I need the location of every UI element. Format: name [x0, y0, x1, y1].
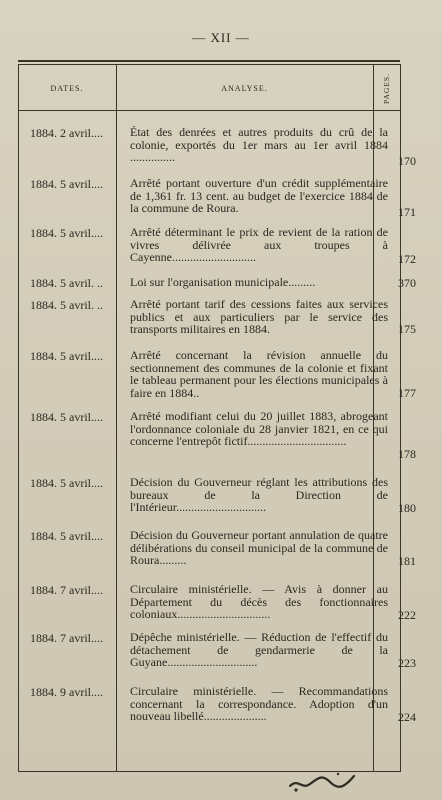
header-dates — [18, 66, 116, 110]
row-analysis: Arrêté portant tarif des cessions faites aux services publics et aux particuliers par le service des transports militaires en 1884. — [130, 297, 388, 336]
row-page: 177 — [398, 386, 416, 400]
row-page: 180 — [398, 501, 416, 515]
table-left-border — [18, 64, 19, 772]
row-analysis: Décision du Gouverneur portant annulation de quatre délibérations du conseil municipal de la commune de Roura......... — [130, 528, 388, 567]
header-pages — [373, 66, 400, 110]
row-page: 178 — [398, 447, 416, 461]
row-page: 370 — [398, 276, 416, 290]
row-page: 222 — [398, 608, 416, 622]
row-page: 170 — [398, 154, 416, 168]
row-analysis: État des denrées et autres produits du crû de la colonie, exportés du 1er mars au 1er avril 1884 ............... — [130, 125, 388, 164]
row-page: 223 — [398, 656, 416, 670]
index-table — [18, 60, 416, 772]
row-date: 1884. 5 avril.... — [30, 529, 103, 543]
row-date: 1884. 2 avril.... — [30, 126, 103, 140]
row-analysis: Circulaire ministérielle. — Avis à donner au Département du décès des fonctionnaires coloniaux............................... — [130, 582, 388, 621]
row-date: 1884. 5 avril.... — [30, 226, 103, 240]
row-date: 1884. 9 avril.... — [30, 685, 103, 699]
table-top-rule — [18, 60, 400, 62]
row-date: 1884. 7 avril.... — [30, 631, 103, 645]
page-folio: — XII — — [192, 30, 250, 45]
row-analysis: Arrêté concernant la révision annuelle du sectionnement des communes de la colonie et fixant le tableau permanent pour les élections municipales à faire en 1884.. — [130, 348, 388, 400]
header-analyse-label: ANALYSE. — [221, 83, 268, 93]
row-date: 1884. 5 avril.... — [30, 410, 103, 424]
row-analysis: Dépêche ministérielle. — Réduction de l'effectif du détachement de gendarmerie de la Guyane.............................. — [130, 630, 388, 669]
row-date: 1884. 5 avril.... — [30, 349, 103, 363]
table-top-rule-inner — [18, 64, 400, 65]
header-dates-label: DATES. — [50, 83, 84, 93]
row-date: 1884. 5 avril. .. — [30, 276, 103, 290]
row-analysis: Loi sur l'organisation municipale......... — [130, 275, 316, 289]
row-analysis: Arrêté déterminant le prix de revient de la ration de vivres délivrée aux troupes à Cayenne............................ — [130, 225, 388, 264]
row-page: 175 — [398, 322, 416, 336]
row-analysis: Décision du Gouverneur réglant les attributions des bureaux de la Direction de l'Intérieur.............................. — [130, 475, 388, 514]
row-page: 224 — [398, 710, 416, 724]
header-pages-label: PAGES. — [382, 72, 392, 104]
row-date: 1884. 5 avril. .. — [30, 298, 103, 312]
row-analysis: Arrêté modifiant celui du 20 juillet 1883, abrogeant l'ordonnance coloniale du 28 janvier 1821, en ce qui concerne l'entrepôt fictif................................. — [130, 409, 388, 448]
header-analyse — [116, 66, 373, 110]
table-header-rule — [18, 110, 400, 111]
row-date: 1884. 7 avril.... — [30, 583, 103, 597]
column-divider-dates — [116, 64, 117, 772]
row-date: 1884. 5 avril.... — [30, 177, 103, 191]
row-analysis: Arrêté portant ouverture d'un crédit supplémentaire de 1,361 fr. 13 cent. au budget de l'exercice 1884 de la commune de Roura. — [130, 176, 388, 215]
row-page: 171 — [398, 205, 416, 219]
ink-blot — [288, 768, 358, 794]
row-page: 172 — [398, 252, 416, 266]
row-analysis: Circulaire ministérielle. — Recommandations concernant la correspondance. Adoption d'un nouveau libellé..................... — [130, 684, 388, 723]
row-date: 1884. 5 avril.... — [30, 476, 103, 490]
row-page: 181 — [398, 554, 416, 568]
